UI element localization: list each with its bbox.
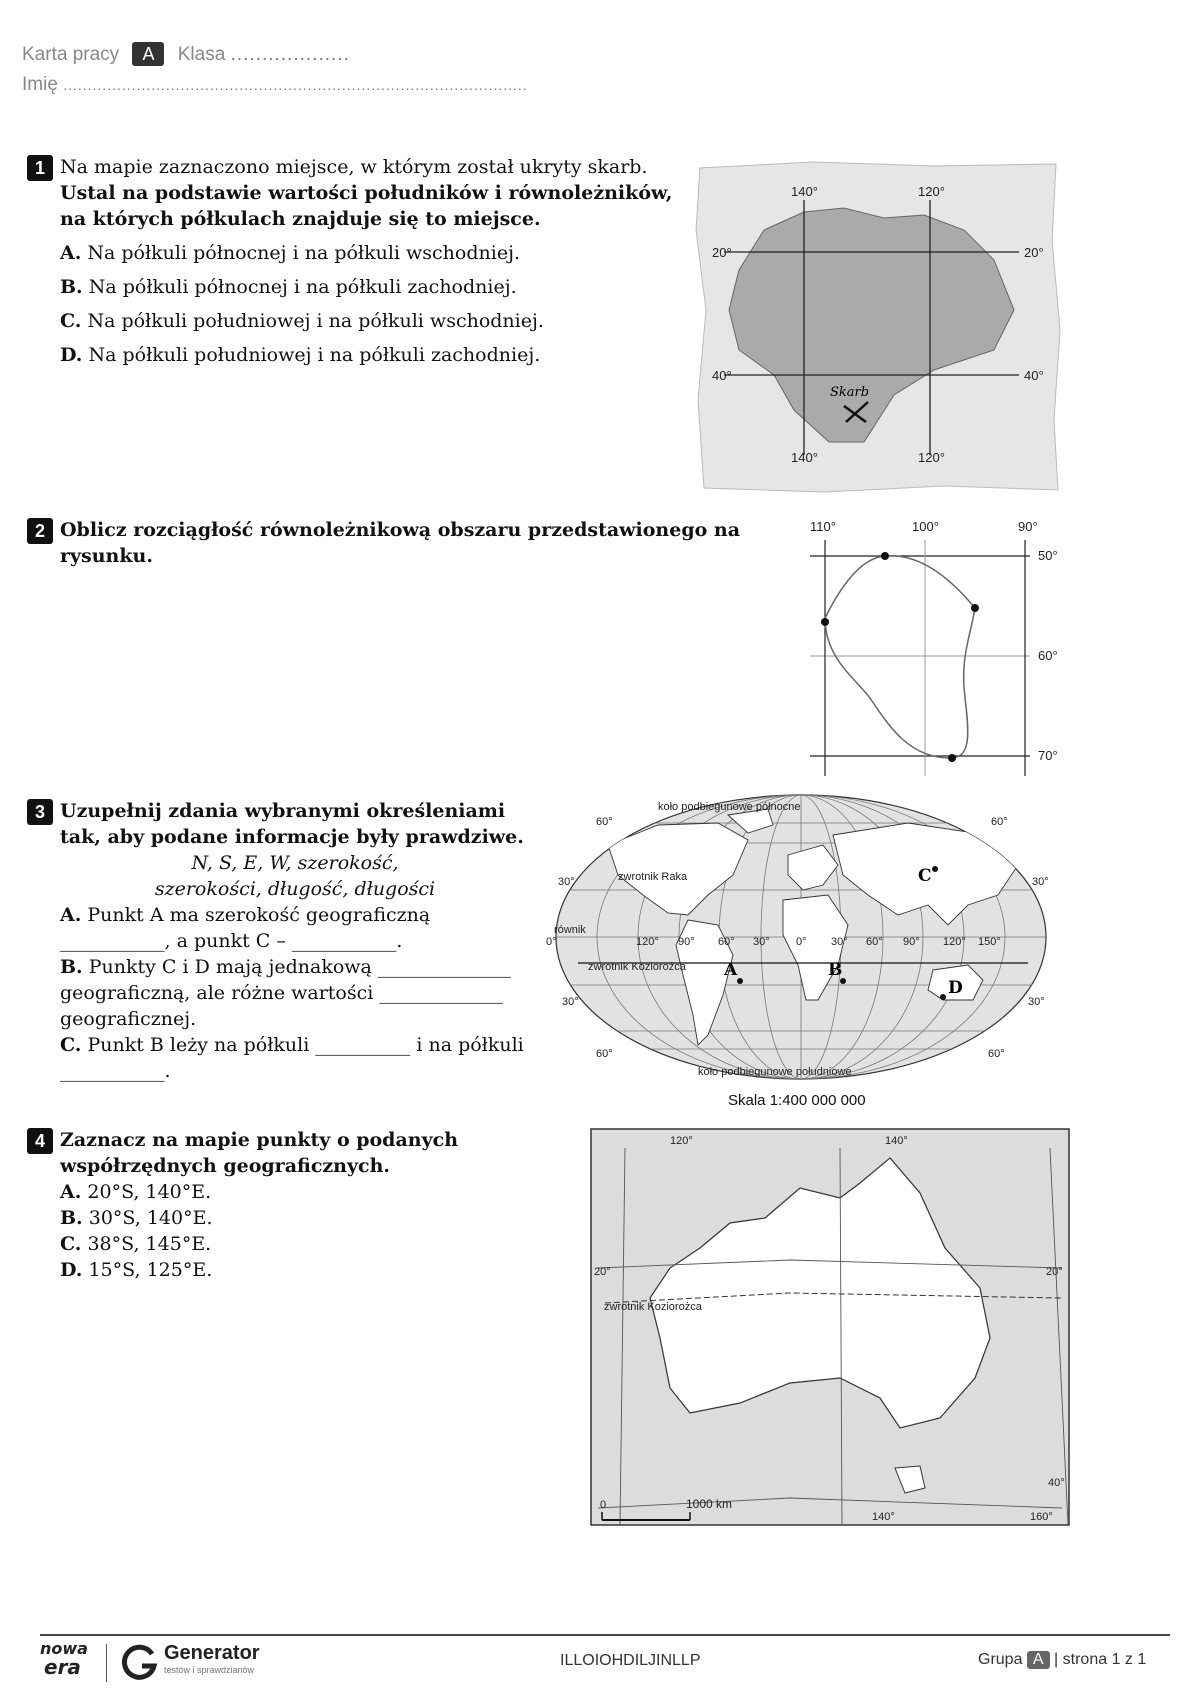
- name-row: [22, 74, 528, 96]
- tropic-cancer-label: zwrotnik Raka: [618, 871, 688, 883]
- nowa-era-logo: nowa era: [40, 1639, 88, 1679]
- q1-option-d[interactable]: D. Na półkuli południowej i na półkuli zachodniej.: [60, 344, 541, 366]
- antarctic-circle-label: koło podbiegunowe południowe: [698, 1066, 852, 1078]
- q1-option-a[interactable]: A. Na półkuli północnej i na półkuli wschodniej.: [60, 242, 520, 264]
- aus-right-40: 40°: [1048, 1477, 1065, 1489]
- world-lon-label: 120°: [636, 936, 659, 948]
- aus-top-140: 140°: [885, 1135, 908, 1147]
- q1-map-right-bottom: 40°: [1024, 368, 1044, 383]
- aus-bottom-140: 140°: [872, 1511, 895, 1523]
- svg-text:A: A: [724, 960, 738, 980]
- world-right-30s: 30°: [1028, 996, 1045, 1008]
- footer-divider: [40, 1634, 1170, 1636]
- tropic-capricorn-label: zwrotnik Koziorożca: [588, 961, 686, 973]
- treasure-label: Skarb: [830, 385, 870, 400]
- name-label: Imię: [22, 74, 58, 95]
- svg-text:D: D: [948, 978, 963, 998]
- generator-logo: Generator testów i sprawdzianów: [120, 1642, 160, 1682]
- q3-instruction: Uzupełnij zdania wybranymi określeniami tak, aby podane informacje były prawdziwe.: [60, 800, 524, 848]
- q1-map-left-top: 20°: [712, 245, 732, 260]
- logo-divider: [106, 1644, 107, 1682]
- world-lon-label: 90°: [903, 936, 920, 948]
- name-field[interactable]: ...............................................................................................: [63, 77, 528, 93]
- q2-lon-100: 100°: [912, 519, 939, 534]
- q2-lat-60: 60°: [1038, 648, 1058, 663]
- q1-text: Na mapie zaznaczono miejsce, w którym został ukryty skarb.: [60, 156, 648, 178]
- class-label: Klasa: [177, 44, 226, 65]
- world-lon-label: 60°: [718, 936, 735, 948]
- world-lon-label: 90°: [678, 936, 695, 948]
- q1-option-b[interactable]: B. Na półkuli północnej i na półkuli zachodniej.: [60, 276, 517, 298]
- q3-sentence-a[interactable]: A. Punkt A ma szerokość geograficzną: [60, 904, 431, 926]
- world-map: [548, 795, 1053, 1115]
- world-lon-label: 30°: [831, 936, 848, 948]
- q3-sentence-b-line2[interactable]: geograficzną, ale różne wartości _____________: [60, 982, 503, 1004]
- group-badge: A: [132, 42, 164, 66]
- q3-sentence-c-blank[interactable]: ___________.: [60, 1060, 171, 1082]
- world-lat-60n: 60°: [596, 816, 613, 828]
- q4-point-d: D. 15°S, 125°E.: [60, 1259, 213, 1281]
- q3-word-bank-2: szerokości, długość, długości: [154, 878, 436, 900]
- world-lon-label: 30°: [753, 936, 770, 948]
- question-2: [60, 517, 800, 569]
- q3-sentence-c[interactable]: C. Punkt B leży na półkuli __________ i na półkuli: [60, 1034, 524, 1056]
- q2-lon-110: 110°: [810, 519, 836, 534]
- q4-point-c: C. 38°S, 145°E.: [60, 1233, 212, 1255]
- world-right-60n: 60°: [991, 816, 1008, 828]
- australia-map[interactable]: [590, 1128, 1070, 1526]
- aus-right-20: 20°: [1046, 1266, 1063, 1278]
- q3-sentence-a-blanks[interactable]: ___________, a punkt C – ___________.: [60, 930, 403, 952]
- svg-text:0: 0: [600, 1499, 607, 1511]
- aus-left-20: 20°: [594, 1266, 611, 1278]
- q4-point-a: A. 20°S, 140°E.: [60, 1181, 212, 1203]
- page-info: Grupa A | strona 1 z 1: [978, 1651, 1147, 1668]
- q2-instruction: Oblicz rozciągłość równoleżnikową obszaru przedstawionego na rysunku.: [60, 519, 741, 567]
- svg-text:B: B: [828, 960, 843, 980]
- question-1: [60, 154, 685, 368]
- generator-g-icon: [120, 1642, 160, 1682]
- q3-word-bank-1: N, S, E, W, szerokość,: [191, 852, 399, 874]
- equator-label: równik: [554, 924, 586, 936]
- aus-top-120: 120°: [670, 1135, 693, 1147]
- q4-instruction: Zaznacz na mapie punkty o podanych współrzędnych geograficznych.: [60, 1129, 459, 1177]
- world-lat-0: 0°: [546, 936, 557, 948]
- q1-map-top-left: 140°: [791, 184, 818, 199]
- document-code: ILLOIOHDILJINLLP: [560, 1652, 701, 1669]
- treasure-map: [694, 160, 1064, 495]
- world-lon-label: 0°: [796, 936, 807, 948]
- svg-text:C: C: [918, 866, 932, 886]
- question-number-1: 1: [27, 155, 53, 181]
- world-lat-60s: 60°: [596, 1048, 613, 1060]
- q1-map-right-top: 20°: [1024, 245, 1044, 260]
- q2-lat-50: 50°: [1038, 548, 1058, 563]
- arctic-circle-label: koło podbiegunowe północne: [658, 801, 801, 813]
- question-number-2: 2: [27, 518, 53, 544]
- question-4: [60, 1127, 590, 1283]
- world-lat-30n: 30°: [558, 876, 575, 888]
- q1-map-left-bottom: 40°: [712, 368, 732, 383]
- q1-instruction: Ustal na podstawie wartości południków i równoleżników, na których półkulach znajduje się to miejsce.: [60, 182, 673, 230]
- q1-map-top-right: 120°: [918, 184, 945, 199]
- footer-group-badge: A: [1027, 1651, 1050, 1669]
- region-grid-map: [800, 518, 1070, 780]
- q4-point-b: B. 30°S, 140°E.: [60, 1207, 213, 1229]
- q3-sentence-b[interactable]: B. Punkty C i D mają jednakową ______________: [60, 956, 511, 978]
- world-right-30n: 30°: [1032, 876, 1049, 888]
- worksheet-header: [22, 42, 350, 66]
- q1-option-c[interactable]: C. Na półkuli południowej i na półkuli wschodniej.: [60, 310, 544, 332]
- q2-lon-90: 90°: [1018, 519, 1038, 534]
- question-number-3: 3: [27, 799, 53, 825]
- world-map-scale: Skala 1:400 000 000: [728, 1092, 866, 1109]
- question-3: [60, 798, 530, 1084]
- aus-bottom-160: 160°: [1030, 1511, 1053, 1523]
- class-field[interactable]: ...................: [230, 44, 350, 65]
- world-lon-label: 120°: [943, 936, 966, 948]
- world-lon-label: 150°: [978, 936, 1001, 948]
- world-right-60s: 60°: [988, 1048, 1005, 1060]
- svg-text:1000 km: 1000 km: [686, 1497, 733, 1511]
- worksheet-label: Karta pracy: [22, 44, 120, 65]
- question-number-4: 4: [27, 1128, 53, 1154]
- world-lon-label: 60°: [866, 936, 883, 948]
- q2-lat-70: 70°: [1038, 748, 1058, 763]
- q1-map-bottom-left: 140°: [791, 450, 818, 465]
- world-lat-30s: 30°: [562, 996, 579, 1008]
- q3-sentence-b-line3: geograficznej.: [60, 1008, 197, 1030]
- aus-capricorn-label: zwrotnik Koziorożca: [604, 1301, 702, 1313]
- q1-map-bottom-right: 120°: [918, 450, 945, 465]
